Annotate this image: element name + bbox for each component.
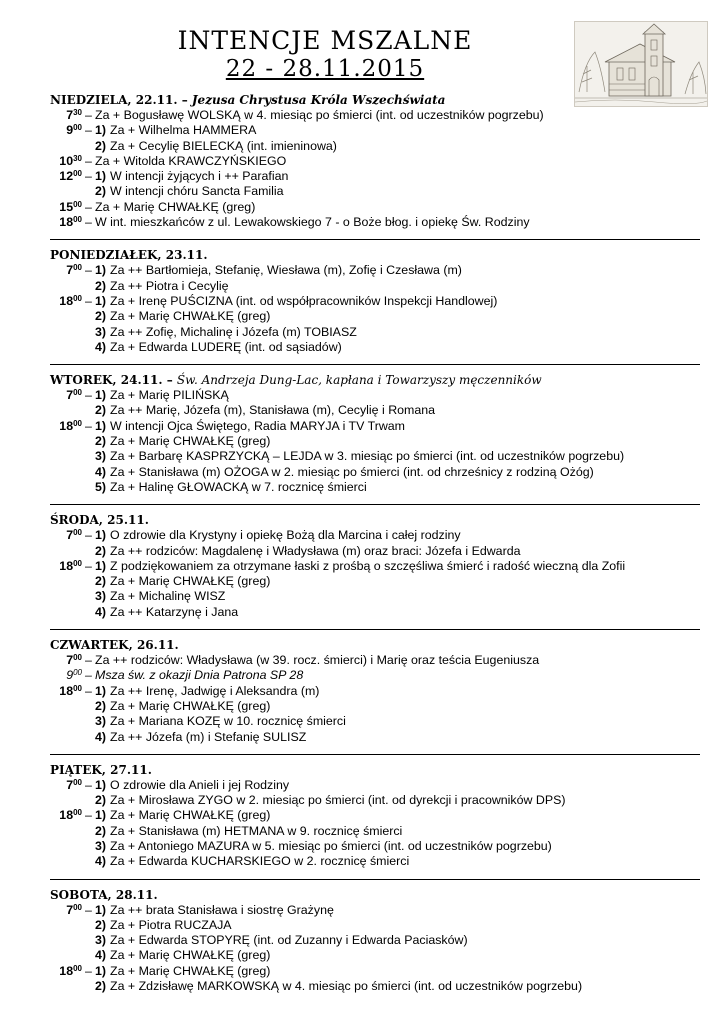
- dash: –: [85, 199, 92, 214]
- mass-time: [50, 123, 82, 138]
- intention-text: Za + Marię CHWAŁKĘ (greg): [110, 698, 271, 713]
- mass-time: [50, 388, 82, 403]
- intention-text: Za + Marię PILIŃSKĄ: [110, 388, 229, 403]
- intention-row: [50, 340, 700, 355]
- mass-minutes: 00: [73, 683, 82, 693]
- intention-row: [50, 653, 700, 668]
- day-name: SOBOTA, 28.11.: [50, 887, 158, 902]
- intention-text: Za + Marię CHWAŁKĘ (greg): [110, 309, 271, 324]
- intention-row: [50, 108, 700, 123]
- dash: –: [85, 528, 92, 543]
- intention-row: [50, 528, 700, 543]
- mass-hour: 7: [66, 263, 74, 278]
- mass-minutes: 00: [73, 528, 82, 538]
- intention-number: 2): [95, 979, 107, 994]
- mass-minutes: 00: [73, 199, 82, 209]
- intention-number: 4): [95, 464, 107, 479]
- intention-number: 4): [95, 854, 107, 869]
- intention-row: [50, 964, 700, 979]
- intention-text: Za + Irenę PUŚCIZNA (int. od współpracowników Inspekcji Handlowej): [110, 293, 498, 308]
- intention-row: [50, 778, 700, 793]
- mass-minutes: 00: [73, 558, 82, 568]
- day-section: [50, 754, 700, 870]
- intention-row: [50, 200, 700, 215]
- day-name: CZWARTEK, 26.11.: [50, 638, 179, 653]
- mass-time: [50, 294, 82, 309]
- intention-row: [50, 839, 700, 854]
- intention-row: [50, 793, 700, 808]
- day-name: PIĄTEK, 27.11.: [50, 762, 152, 777]
- day-section: [50, 239, 700, 355]
- intention-row: [50, 279, 700, 294]
- mass-hour: 18: [59, 418, 74, 433]
- date-range: 22 - 28.11.2015: [225, 56, 425, 82]
- day-heading: [50, 513, 700, 528]
- intention-text: Za ++ Irenę, Jadwigę i Aleksandra (m): [110, 683, 320, 698]
- mass-minutes: 00: [73, 963, 82, 973]
- intention-row: [50, 403, 700, 418]
- intention-text: Za + Marię CHWAŁKĘ (greg): [110, 434, 271, 449]
- day-heading: [50, 373, 700, 388]
- day-section: [50, 504, 700, 620]
- intention-number: 2): [95, 184, 107, 199]
- mass-time: [50, 154, 82, 169]
- mass-minutes: 00: [73, 169, 82, 179]
- mass-time: [50, 668, 82, 683]
- mass-hour: 12: [59, 169, 74, 184]
- intention-row: [50, 215, 700, 230]
- dash: –: [85, 668, 92, 683]
- intention-text: Za + Piotra RUCZAJA: [110, 917, 232, 932]
- day-name: NIEDZIELA, 22.11.: [50, 93, 178, 107]
- intention-text: Za + Barbarę KASPRZYCKĄ – LEJDA w 3. miesiąc po śmierci (int. od uczestników pogrzebu): [110, 449, 625, 464]
- mass-time: [50, 653, 82, 668]
- day-name: ŚRODA, 25.11.: [50, 513, 149, 528]
- mass-hour: 18: [59, 558, 74, 573]
- mass-time: [50, 263, 82, 278]
- intention-text: O zdrowie dla Krystyny i opiekę Bożą dla Marcina i całej rodziny: [110, 528, 461, 543]
- intention-number: 1): [95, 123, 107, 138]
- dash: –: [85, 777, 92, 792]
- intention-number: 1): [95, 263, 107, 278]
- mass-hour: 18: [59, 215, 74, 230]
- mass-time: [50, 559, 82, 574]
- intention-row: [50, 948, 700, 963]
- intention-text: W int. mieszkańców z ul. Lewakowskiego 7 - o Boże błog. i opiekę Św. Rodziny: [95, 215, 530, 230]
- intention-number: 2): [95, 278, 107, 293]
- mass-minutes: 30: [73, 108, 82, 117]
- intention-row: [50, 699, 700, 714]
- intention-row: [50, 139, 700, 154]
- dash: –: [85, 808, 92, 823]
- intention-text: Z podziękowaniem za otrzymane łaski z prośbą o szczęśliwa śmierć i radość wieczną dla Zofii: [110, 558, 626, 573]
- intention-number: 1): [95, 558, 107, 573]
- intention-row: [50, 824, 700, 839]
- intention-number: 1): [95, 169, 107, 184]
- intention-number: 1): [95, 902, 107, 917]
- intention-row: [50, 419, 700, 434]
- day-heading: [50, 888, 700, 903]
- intention-text: Za + Stanisława (m) HETMANA w 9. rocznicę śmierci: [110, 823, 403, 838]
- mass-time: [50, 200, 82, 215]
- intention-text: W intencji żyjących i ++ Parafian: [110, 169, 289, 184]
- dash: –: [85, 153, 92, 168]
- day-section: [50, 93, 700, 230]
- intention-text: Za ++ rodziców: Magdalenę i Władysława (m) oraz braci: Józefa i Edwarda: [110, 543, 521, 558]
- intentions-list: [50, 93, 700, 994]
- intention-row: [50, 123, 700, 138]
- intention-number: 2): [95, 138, 107, 153]
- intention-text: Za ++ Zofię, Michalinę i Józefa (m) TOBIASZ: [110, 324, 357, 339]
- mass-hour: 7: [66, 777, 74, 792]
- dash: –: [85, 683, 92, 698]
- intention-text: W intencji Ojca Świętego, Radia MARYJA i TV Trwam: [110, 418, 405, 433]
- mass-minutes: 00: [73, 418, 82, 428]
- mass-time: [50, 108, 82, 123]
- intention-number: 5): [95, 479, 107, 494]
- intention-number: 2): [95, 793, 107, 808]
- mass-minutes: 30: [73, 153, 82, 163]
- mass-hour: 18: [59, 293, 74, 308]
- intention-text: Za + Marię CHWAŁKĘ (greg): [110, 948, 271, 963]
- mass-time: [50, 528, 82, 543]
- intention-text: Za + Edwarda KUCHARSKIEGO w 2. rocznicę śmierci: [110, 854, 410, 869]
- mass-hour: 7: [66, 388, 74, 403]
- mass-minutes: 00: [73, 808, 82, 818]
- mass-time: [50, 808, 82, 823]
- mass-hour: 18: [59, 683, 74, 698]
- intention-row: [50, 559, 700, 574]
- intention-text: Za + Mirosława ZYGO w 2. miesiąc po śmierci (int. od dyrekcji i pracowników DPS): [110, 793, 566, 808]
- mass-minutes: 00: [73, 263, 82, 273]
- intention-row: [50, 854, 700, 869]
- intention-text: Za + Witolda KRAWCZYŃSKIEGO: [95, 153, 287, 168]
- mass-hour: 18: [59, 808, 74, 823]
- intention-text: Za + Wilhelma HAMMERA: [110, 123, 257, 138]
- mass-time: [50, 964, 82, 979]
- intention-text: Za ++ Katarzynę i Jana: [110, 604, 239, 619]
- intention-text: Za + Mariana KOZĘ w 10. rocznicę śmierci: [110, 714, 346, 729]
- intention-number: 3): [95, 589, 107, 604]
- day-section: [50, 364, 700, 495]
- mass-hour: 7: [66, 528, 74, 543]
- mass-time: [50, 778, 82, 793]
- intention-row: [50, 684, 700, 699]
- intention-text: O zdrowie dla Anieli i jej Rodziny: [110, 777, 290, 792]
- intention-text: Za + Marię CHWAŁKĘ (greg): [110, 808, 271, 823]
- dash: –: [85, 558, 92, 573]
- intention-row: [50, 605, 700, 620]
- intention-row: [50, 449, 700, 464]
- intention-number: 3): [95, 714, 107, 729]
- mass-hour: 9: [66, 123, 74, 138]
- dash: –: [85, 963, 92, 978]
- intention-row: [50, 933, 700, 948]
- intention-text: Za ++ brata Stanisława i siostrę Grażynę: [110, 902, 334, 917]
- dash: –: [85, 653, 92, 668]
- intention-row: [50, 544, 700, 559]
- mass-time: [50, 419, 82, 434]
- intention-row: [50, 169, 700, 184]
- day-name: WTOREK, 24.11.: [50, 373, 163, 388]
- intention-text: Za ++ rodziców: Władysława (w 39. rocz. śmierci) i Marię oraz teścia Eugeniusza: [95, 653, 540, 668]
- dash: –: [85, 418, 92, 433]
- intention-number: 1): [95, 293, 107, 308]
- mass-minutes: 00: [73, 215, 82, 225]
- intention-row: [50, 808, 700, 823]
- feast-separator: –: [177, 93, 192, 107]
- feast-name: Jezusa Chrystusa Króla Wszechświata: [191, 93, 446, 107]
- intention-row: [50, 184, 700, 199]
- intention-text: Za ++ Józefa (m) i Stefanię SULISZ: [110, 729, 307, 744]
- intention-row: [50, 480, 700, 495]
- intention-row: [50, 325, 700, 340]
- mass-hour: 7: [66, 653, 74, 668]
- intention-number: 1): [95, 388, 107, 403]
- mass-hour: 9: [66, 668, 74, 683]
- dash: –: [85, 169, 92, 184]
- intention-text: Za + Stanisława (m) OŻOGA w 2. miesiąc po śmierci (int. od chrześnicy z rodziną Ożóg): [110, 464, 594, 479]
- intention-number: 1): [95, 963, 107, 978]
- intention-text: Za + Marię CHWAŁKĘ (greg): [110, 574, 271, 589]
- mass-time: [50, 169, 82, 184]
- intention-number: 2): [95, 434, 107, 449]
- intention-number: 3): [95, 324, 107, 339]
- intention-row: [50, 294, 700, 309]
- day-section: [50, 879, 700, 995]
- intention-text: Za + Edwarda STOPYRĘ (int. od Zuzanny i Edwarda Paciasków): [110, 933, 468, 948]
- intention-number: 2): [95, 823, 107, 838]
- dash: –: [85, 123, 92, 138]
- mass-minutes: 00: [73, 777, 82, 787]
- intention-number: 2): [95, 543, 107, 558]
- intention-number: 2): [95, 574, 107, 589]
- intention-text: Za + Marię CHWAŁKĘ (greg): [110, 963, 271, 978]
- intention-row: [50, 589, 700, 604]
- mass-hour: 7: [66, 108, 74, 122]
- dash: –: [85, 388, 92, 403]
- document-title: INTENCJE MSZALNE: [177, 26, 473, 55]
- intention-text: Za ++ Piotra i Cecylię: [110, 278, 229, 293]
- intention-text: Za ++ Bartłomieja, Stefanię, Wiesława (m), Zofię i Czesława (m): [110, 263, 462, 278]
- intention-row: [50, 714, 700, 729]
- mass-minutes: 00: [73, 123, 82, 133]
- intention-row: [50, 434, 700, 449]
- day-heading: [50, 248, 700, 263]
- day-heading: [50, 93, 700, 108]
- intention-number: 4): [95, 339, 107, 354]
- intention-text: Za ++ Marię, Józefa (m), Stanisława (m), Cecylię i Romana: [110, 403, 436, 418]
- intention-text: W intencji chóru Sancta Familia: [110, 184, 284, 199]
- intention-row: [50, 918, 700, 933]
- day-heading: [50, 763, 700, 778]
- intention-number: 1): [95, 528, 107, 543]
- day-name: PONIEDZIAŁEK, 23.11.: [50, 248, 208, 263]
- intention-row: [50, 154, 700, 169]
- day-section: [50, 629, 700, 745]
- intention-text: Za + Antoniego MAZURA w 5. miesiąc po śmierci (int. od uczestników pogrzebu): [110, 838, 552, 853]
- intention-number: 4): [95, 729, 107, 744]
- intention-row: [50, 903, 700, 918]
- intention-row: [50, 668, 700, 683]
- feast-name: Św. Andrzeja Dung-Lac, kapłana i Towarzyszy męczenników: [176, 373, 542, 388]
- mass-hour: 18: [59, 963, 74, 978]
- intention-number: 2): [95, 698, 107, 713]
- intention-number: 3): [95, 449, 107, 464]
- intention-text: Za + Edwarda LUDERĘ (int. od sąsiadów): [110, 339, 342, 354]
- intention-text: Za + Cecylię BIELECKĄ (int. imieninowa): [110, 138, 337, 153]
- dash: –: [85, 902, 92, 917]
- intention-row: [50, 388, 700, 403]
- mass-hour: 10: [59, 153, 74, 168]
- intention-text: Za + Michalinę WISZ: [110, 589, 226, 604]
- mass-hour: 7: [66, 902, 74, 917]
- intention-row: [50, 574, 700, 589]
- mass-time: [50, 215, 82, 230]
- intention-number: 3): [95, 838, 107, 853]
- intention-number: 1): [95, 777, 107, 792]
- intention-number: 1): [95, 683, 107, 698]
- intention-number: 2): [95, 309, 107, 324]
- mass-minutes: 00: [73, 293, 82, 303]
- intention-number: 4): [95, 948, 107, 963]
- dash: –: [85, 293, 92, 308]
- dash: –: [85, 108, 92, 122]
- intention-row: [50, 309, 700, 324]
- intention-number: 1): [95, 418, 107, 433]
- feast-separator: –: [162, 373, 177, 388]
- mass-minutes: 00: [73, 388, 82, 398]
- mass-minutes: 00: [73, 653, 82, 663]
- intention-number: 3): [95, 933, 107, 948]
- mass-time: [50, 684, 82, 699]
- dash: –: [85, 263, 92, 278]
- intention-number: 2): [95, 917, 107, 932]
- intention-text: Za + Bogusławę WOLSKĄ w 4. miesiąc po śmierci (int. od uczestników pogrzebu): [95, 108, 544, 122]
- intention-text: Za + Marię CHWAŁKĘ (greg): [95, 199, 256, 214]
- day-heading: [50, 638, 700, 653]
- intention-row: [50, 263, 700, 278]
- intention-row: [50, 465, 700, 480]
- intention-number: 1): [95, 808, 107, 823]
- dash: –: [85, 215, 92, 230]
- intention-row: [50, 979, 700, 994]
- intention-text: Za + Halinę GŁOWACKĄ w 7. rocznicę śmierci: [110, 479, 367, 494]
- intention-text: Za + Zdzisławę MARKOWSKĄ w 4. miesiąc po śmierci (int. od uczestników pogrzebu): [110, 979, 583, 994]
- intention-number: 2): [95, 403, 107, 418]
- mass-hour: 15: [59, 199, 74, 214]
- mass-time: [50, 903, 82, 918]
- intention-text: Msza św. z okazji Dnia Patrona SP 28: [95, 668, 304, 683]
- intention-number: 4): [95, 604, 107, 619]
- intention-row: [50, 730, 700, 745]
- mass-minutes: 00: [73, 668, 82, 678]
- mass-minutes: 00: [73, 902, 82, 912]
